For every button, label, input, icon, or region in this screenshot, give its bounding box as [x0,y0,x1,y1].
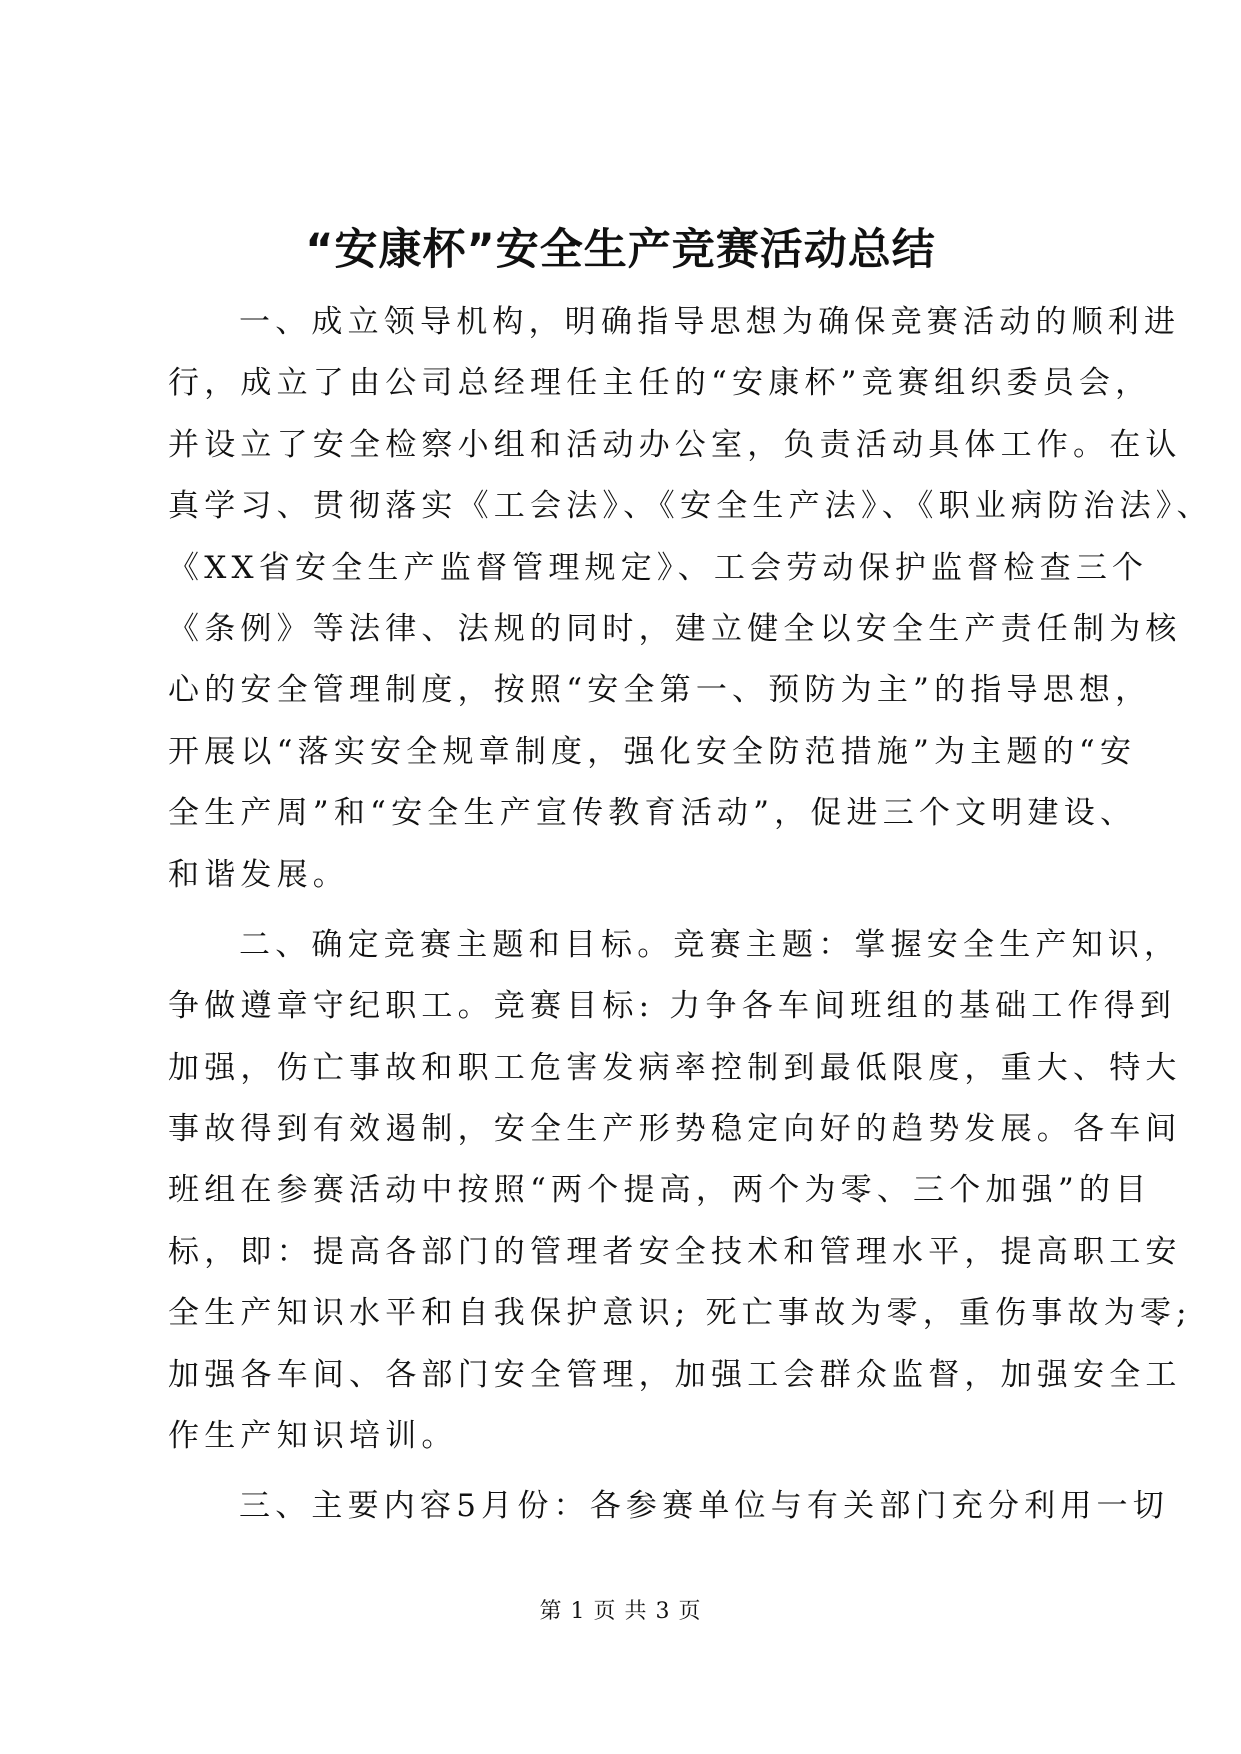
paragraph-line: 加强，伤亡事故和职工危害发病率控制到最低限度，重大、特大 [168,1049,1182,1086]
page-number-footer: 第 1 页 共 3 页 [539,1599,702,1624]
paragraph-line: 争做遵章守纪职工。竞赛目标: 力争各车间班组的基础工作得到 [168,988,1177,1025]
paragraph-line: 作生产知识培训。 [168,1418,458,1455]
paragraph-line: 标，即：提高各部门的管理者安全技术和管理水平，提高职工安 [168,1233,1182,1270]
paragraph-line: 并设立了安全检察小组和活动办公室，负责活动具体工作。在认 [168,426,1182,463]
paragraph-line: 三、主要内容5月份：各参赛单位与有关部门充分利用一切 [239,1488,1169,1525]
paragraph-line: 全生产周”和“安全生产宣传教育活动”，促进三个文明建设、 [168,795,1137,832]
paragraph-line: 加强各车间、各部门安全管理，加强工会群众监督，加强安全工 [168,1356,1182,1393]
paragraph-line: 行，成立了由公司总经理任主任的“安康杯”竞赛组织委员会， [168,365,1152,402]
paragraph-line: 和谐发展。 [168,856,349,893]
paragraph-line: 全生产知识水平和自我保护意识; 死亡事故为零，重伤事故为零; [168,1295,1192,1332]
paragraph-line: 《条例》等法律、法规的同时，建立健全以安全生产责任制为核 [168,610,1182,647]
paragraph-line: 二、确定竞赛主题和目标。竞赛主题：掌握安全生产知识， [239,926,1181,963]
paragraph-line: 班组在参赛活动中按照“两个提高，两个为零、三个加强”的目 [168,1172,1152,1209]
paragraph-line: 一、成立领导机构，明确指导思想为确保竞赛活动的顺利进 [239,304,1181,340]
paragraph-line: 《XX省安全生产监督管理规定》、工会劳动保护监督检查三个 [168,549,1149,586]
document-body [168,292,1213,1538]
page-title: “安康杯”安全生产竞赛活动总结 [305,225,936,275]
paragraph-line: 开展以“落实安全规章制度，强化安全防范措施”为主题的“安 [168,733,1137,770]
paragraph-line: 真学习、贯彻落实《工会法》、《安全生产法》、《职业病防治法》、 [168,488,1213,525]
paragraph-line: 心的安全管理制度，按照“安全第一、预防为主”的指导思想， [168,672,1152,709]
paragraph-line: 事故得到有效遏制，安全生产形势稳定向好的趋势发展。各车间 [168,1111,1182,1148]
